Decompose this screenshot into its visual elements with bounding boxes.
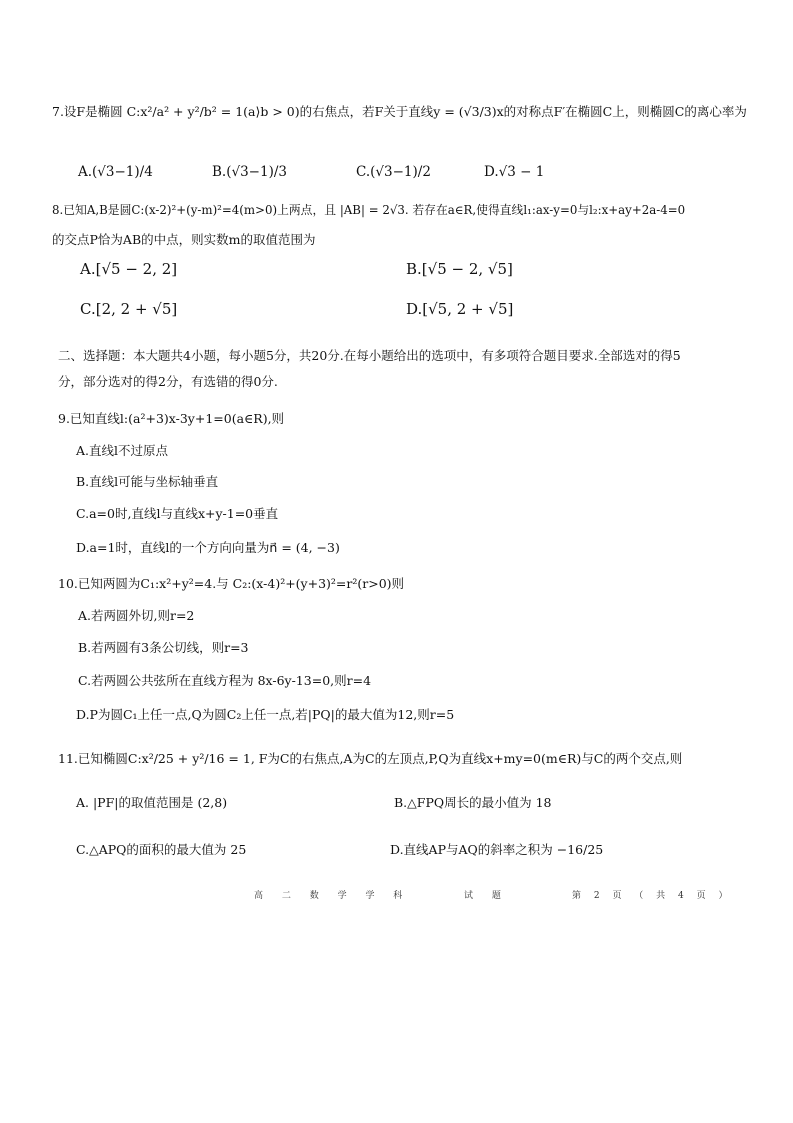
q10-option-d: D.P为圆C₁上任一点,Q为圆C₂上任一点,若|PQ|的最大值为12,则r=5 bbox=[76, 707, 455, 722]
q8-option-d: D.[√5, 2 + √5] bbox=[406, 300, 514, 318]
q9-option-b: B.直线l可能与坐标轴垂直 bbox=[76, 474, 219, 489]
footer-page-number: 第 2 页 （ 共 4 页 ） bbox=[572, 891, 733, 901]
q8-stem-line2: 的交点P恰为AB的中点，则实数m的取值范围为 bbox=[52, 232, 316, 247]
section2-line1: 二、选择题：本大题共4小题，每小题5分，共20分.在每小题给出的选项中，有多项符合题目要求.全部选对的得5 bbox=[58, 348, 681, 363]
q11-stem: 11.已知椭圆C:x²/25 + y²/16 = 1, F为C的右焦点,A为C的左顶点,P,Q为直线x+my=0(m∈R)与C的两个交点,则 bbox=[58, 751, 683, 766]
section2-line2: 分，部分选对的得2分，有选错的得0分. bbox=[58, 374, 278, 389]
q11-option-b: B.△FPQ周长的最小值为 18 bbox=[394, 795, 552, 810]
q7-option-d: D.√3 − 1 bbox=[484, 164, 545, 180]
q10-option-c: C.若两圆公共弦所在直线方程为 8x-6y-13=0,则r=4 bbox=[78, 673, 372, 688]
q11-option-a: A. |PF|的取值范围是 (2,8) bbox=[76, 795, 228, 810]
q7-stem: 7.设F是椭圆 C:x²/a² + y²/b² = 1(a⟩b > 0)的右焦点，若F关于直线y = (√3/3)x的对称点F′在椭圆C上，则椭圆C的离心率为 bbox=[52, 104, 747, 119]
q9-option-a: A.直线l不过原点 bbox=[76, 443, 168, 458]
q10-stem: 10.已知两圆为C₁:x²+y²=4.与 C₂:(x-4)²+(y+3)²=r²(r>0)则 bbox=[58, 576, 405, 591]
q10-option-a: A.若两圆外切,则r=2 bbox=[78, 608, 195, 623]
q7-option-a: A.(√3−1)/4 bbox=[78, 164, 153, 180]
q9-option-d: D.a=1时，直线l的一个方向向量为n⃗ = (4, −3) bbox=[76, 540, 340, 555]
q11-option-d: D.直线AP与AQ的斜率之积为 −16/25 bbox=[390, 842, 604, 857]
q8-option-c: C.[2, 2 + √5] bbox=[80, 300, 178, 318]
q7-option-b: B.(√3−1)/3 bbox=[212, 164, 287, 180]
q8-option-a: A.[√5 − 2, 2] bbox=[80, 260, 178, 278]
q11-option-c: C.△APQ的面积的最大值为 25 bbox=[76, 842, 247, 857]
q9-option-c: C.a=0时,直线l与直线x+y-1=0垂直 bbox=[76, 506, 279, 521]
q9-stem: 9.已知直线l:(a²+3)x-3y+1=0(a∈R),则 bbox=[58, 411, 285, 426]
footer-subject: 高 二 数 学 学 科 bbox=[254, 891, 411, 901]
q8-stem-line1: 8.已知A,B是圆C:(x-2)²+(y-m)²=4(m>0)上两点，且 |AB| = 2√3. 若存在a∈R,使得直线l₁:ax-y=0与l₂:x+ay+2a-4=0 bbox=[52, 203, 686, 217]
q7-option-c: C.(√3−1)/2 bbox=[356, 164, 431, 180]
q8-option-b: B.[√5 − 2, √5] bbox=[406, 260, 513, 278]
footer-title: 试 题 bbox=[464, 891, 509, 901]
q10-option-b: B.若两圆有3条公切线，则r=3 bbox=[78, 640, 249, 655]
